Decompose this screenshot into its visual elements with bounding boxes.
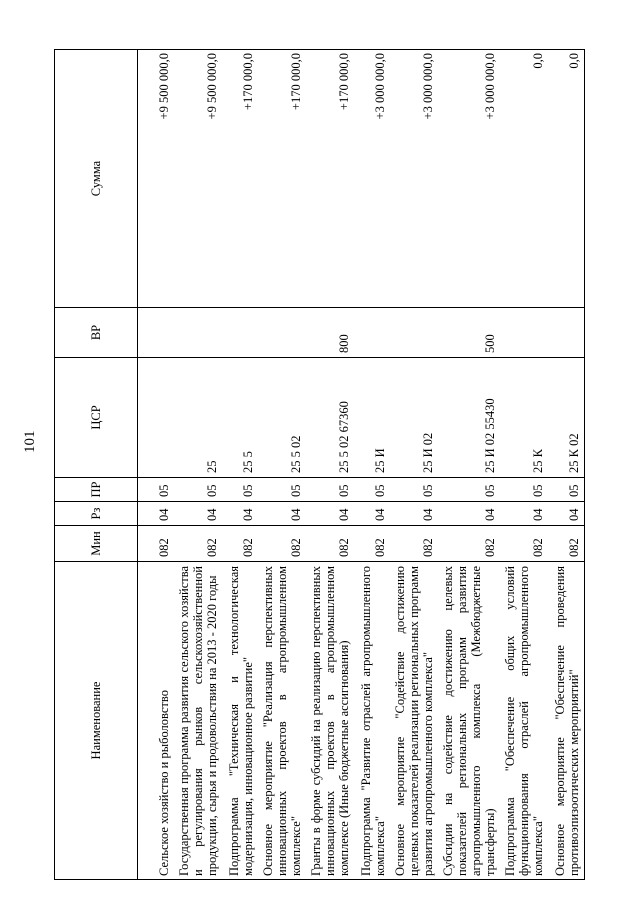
row-sum: +9 500 000,0 — [138, 50, 175, 308]
row-pr: 05 — [390, 478, 438, 502]
row-csr — [138, 358, 175, 478]
table-row — [548, 50, 585, 880]
row-name: Подпрограмма "Развитие отраслей агропромышленного комплекса" — [354, 562, 390, 880]
row-pr: 05 — [138, 478, 175, 502]
row-vr: 800 — [306, 308, 354, 358]
row-csr: 25 И 02 — [390, 358, 438, 478]
row-vr — [138, 308, 175, 358]
row-sum: +3 000 000,0 — [354, 50, 390, 308]
row-csr: 25 И — [354, 358, 390, 478]
budget-table-container — [54, 50, 636, 880]
row-name: Основное мероприятие "Реализация перспективных инновационных проектов в агропромышленном комплексе" — [258, 562, 306, 880]
row-min: 082 — [390, 526, 438, 562]
row-name: Субсидии на содействие достижению целевых показателей региональных программ развития агропромышленного комплекса (Межбюджетные трансферты) — [438, 562, 500, 880]
row-min: 082 — [354, 526, 390, 562]
row-min: 082 — [174, 526, 222, 562]
row-csr: 25 К 02 — [548, 358, 585, 478]
budget-table — [54, 49, 585, 880]
table-row — [438, 50, 500, 880]
row-pr: 05 — [354, 478, 390, 502]
row-name: Гранты в форме субсидий на реализацию перспективных инновационных проектов в агропромышленном комплексе (Иные бюджетные ассигнования) — [306, 562, 354, 880]
row-rz: 04 — [548, 502, 585, 526]
table-row — [222, 50, 258, 880]
row-name: Подпрограмма "Техническая и технологическая модернизация, инновационное развитие" — [222, 562, 258, 880]
row-min: 082 — [138, 526, 175, 562]
page-number: 101 — [22, 430, 38, 453]
table-row — [306, 50, 354, 880]
row-name: Сельское хозяйство и рыболовство — [138, 562, 175, 880]
row-pr: 05 — [258, 478, 306, 502]
table-row — [354, 50, 390, 880]
row-vr: 500 — [438, 308, 500, 358]
row-min: 082 — [306, 526, 354, 562]
row-sum: 0,0 — [548, 50, 585, 308]
table-header-row — [55, 50, 138, 880]
row-csr: 25 5 02 67360 — [306, 358, 354, 478]
row-vr — [548, 308, 585, 358]
row-rz: 04 — [438, 502, 500, 526]
row-vr — [500, 308, 548, 358]
row-pr: 05 — [500, 478, 548, 502]
row-sum: 0,0 — [500, 50, 548, 308]
row-min: 082 — [548, 526, 585, 562]
row-min: 082 — [222, 526, 258, 562]
row-min: 082 — [500, 526, 548, 562]
row-rz: 04 — [306, 502, 354, 526]
row-sum: +3 000 000,0 — [390, 50, 438, 308]
header-vr: ВР — [55, 308, 138, 358]
row-pr: 05 — [548, 478, 585, 502]
table-row — [258, 50, 306, 880]
table-row — [138, 50, 175, 880]
row-csr: 25 — [174, 358, 222, 478]
table-row — [500, 50, 548, 880]
row-sum: +170 000,0 — [222, 50, 258, 308]
row-name: Основное мероприятие "Содействие достижению целевых показателей реализации региональных программ развития агропромышленного комплекса" — [390, 562, 438, 880]
row-sum: +9 500 000,0 — [174, 50, 222, 308]
row-name: Подпрограмма "Обеспечение общих условий функционирования отраслей агропромышленного комплекса" — [500, 562, 548, 880]
header-rz: Рз — [55, 502, 138, 526]
row-rz: 04 — [174, 502, 222, 526]
row-pr: 05 — [174, 478, 222, 502]
table-row — [390, 50, 438, 880]
row-min: 082 — [438, 526, 500, 562]
row-name: Государственная программа развития сельского хозяйства и регулирования рынков сельскохозяйственной продукции, сырья и продовольствия на 2013 - 2020 годы — [174, 562, 222, 880]
row-pr: 05 — [438, 478, 500, 502]
row-vr — [222, 308, 258, 358]
row-sum: +170 000,0 — [306, 50, 354, 308]
row-vr — [174, 308, 222, 358]
header-sum: Сумма — [55, 50, 138, 308]
row-rz: 04 — [390, 502, 438, 526]
row-min: 082 — [258, 526, 306, 562]
row-vr — [258, 308, 306, 358]
table-row — [174, 50, 222, 880]
row-rz: 04 — [354, 502, 390, 526]
row-csr: 25 5 02 — [258, 358, 306, 478]
header-pr: ПР — [55, 478, 138, 502]
header-csr: ЦСР — [55, 358, 138, 478]
row-name: Основное мероприятие "Обеспечение проведения противоэпизоотических мероприятий" — [548, 562, 585, 880]
row-rz: 04 — [222, 502, 258, 526]
row-vr — [390, 308, 438, 358]
row-pr: 05 — [222, 478, 258, 502]
row-sum: +170 000,0 — [258, 50, 306, 308]
row-pr: 05 — [306, 478, 354, 502]
row-rz: 04 — [500, 502, 548, 526]
row-vr — [354, 308, 390, 358]
header-min: Мин — [55, 526, 138, 562]
row-sum: +3 000 000,0 — [438, 50, 500, 308]
row-rz: 04 — [258, 502, 306, 526]
row-csr: 25 К — [500, 358, 548, 478]
row-csr: 25 И 02 55430 — [438, 358, 500, 478]
row-rz: 04 — [138, 502, 175, 526]
header-name: Наименование — [55, 562, 138, 880]
row-csr: 25 5 — [222, 358, 258, 478]
